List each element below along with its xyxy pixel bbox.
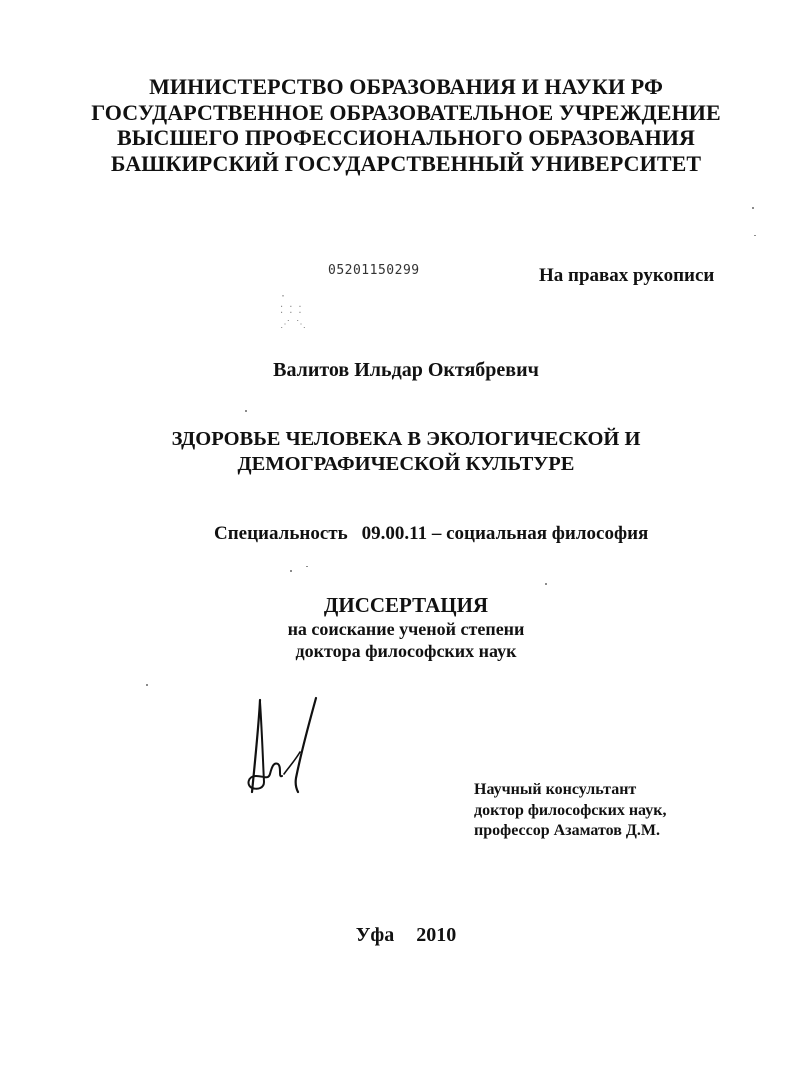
handwritten-signature [238, 692, 324, 804]
scan-artifact-marks: · ⁚ ⁚ ⁚ ⋰ ⋱ [280, 291, 307, 330]
header-line-institution-type: ГОСУДАРСТВЕННОЕ ОБРАЗОВАТЕЛЬНОЕ УЧРЕЖДЕНИЕ [91, 99, 721, 125]
degree-name: доктора философских наук [295, 641, 517, 661]
specialty-line [214, 523, 648, 545]
title-line-2: ДЕМОГРАФИЧЕСКОЙ КУЛЬТУРЕ [237, 453, 575, 475]
document-type: ДИССЕРТАЦИЯ [323, 593, 489, 617]
header-line-university: БАШКИРСКИЙ ГОСУДАРСТВЕННЫЙ УНИВЕРСИТЕТ [110, 150, 702, 176]
degree-purpose: на соискание ученой степени [287, 619, 525, 639]
scan-speck [290, 570, 292, 572]
rights-note: На правах рукописи [539, 265, 715, 286]
consultant-degree: доктор философских наук, [474, 801, 667, 819]
city: Уфа [355, 924, 395, 946]
scan-speck [752, 207, 754, 209]
library-stamp-number: 05201150299 [328, 263, 420, 278]
consultant-role: Научный консультант [474, 781, 637, 798]
dissertation-block [0, 592, 792, 662]
consultant-name: профессор Азаматов Д.М. [474, 822, 660, 839]
author-name: Валитов Ильдар Октябревич [273, 359, 539, 381]
scan-speck [545, 583, 547, 585]
institution-header [0, 74, 792, 176]
specialty-label: Специальность [214, 523, 348, 544]
title-line-1: ЗДОРОВЬЕ ЧЕЛОВЕКА В ЭКОЛОГИЧЕСКОЙ И [171, 428, 641, 450]
scan-speck [754, 235, 756, 236]
scan-speck [245, 410, 247, 412]
specialty-code: 09.00.11 – социальная философия [361, 523, 649, 544]
scientific-consultant [474, 780, 666, 842]
header-line-education-level: ВЫСШЕГО ПРОФЕССИОНАЛЬНОГО ОБРАЗОВАНИЯ [117, 125, 695, 150]
dissertation-title [0, 427, 792, 477]
header-line-ministry: МИНИСТЕРСТВО ОБРАЗОВАНИЯ И НАУКИ РФ [149, 74, 663, 99]
place-and-year [0, 924, 792, 947]
scan-speck [146, 684, 148, 686]
year: 2010 [416, 924, 457, 946]
scan-speck [306, 566, 308, 567]
